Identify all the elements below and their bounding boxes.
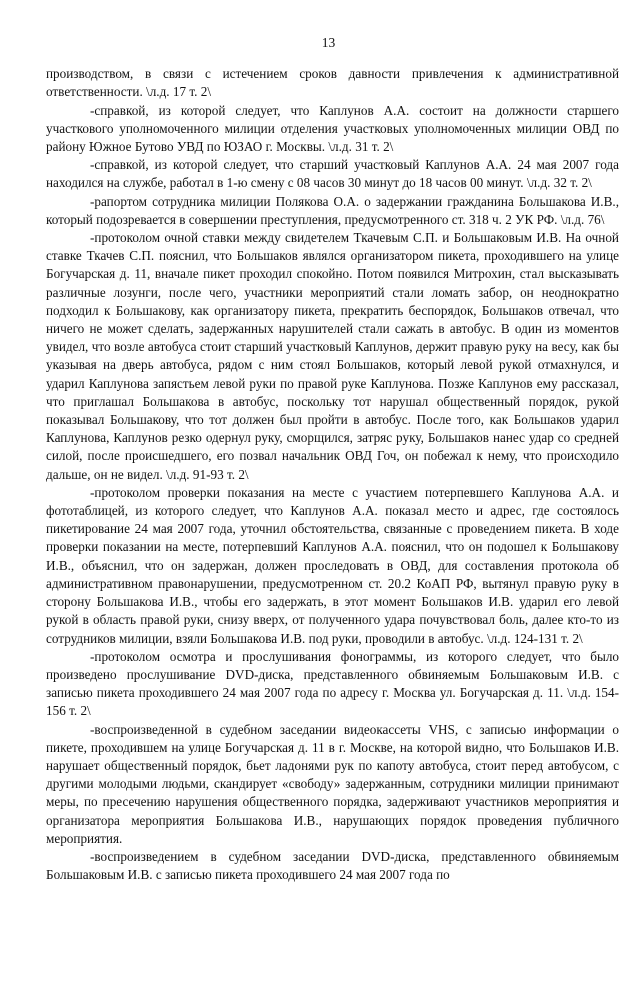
paragraph: -справкой, из которой следует, что старший участковый Каплунов А.А. 24 мая 2007 года находился на службе, работал в 1-ю смену с 08 часов 30 минут до 18 часов 00 минут. \л.д. 32 т. 2\ <box>46 157 619 191</box>
paragraph: -протоколом очной ставки между свидетелем Ткачевым С.П. и Большаковым И.В. На очной ставке Ткачев С.П. пояснил, что Большаков являлся организатором пикета, проходившего на улице Богучарская д. 11, вначале пикет проходил спокойно. Потом появился Митрохин, стал высказывать различные лозунги, после чего, участники мероприятий стали ломать забор, он неоднократно подходил к Большакову, как организатору пикета, прекратить беспорядок, Большаков отвечал, что ничего не может сделать, задержанных нарушителей стали сажать в автобус. В один из моментов увидел, что возле автобуса стоит старший участковый Каплунов, держит правую руку на весу, как бы указывая на дверь автобуса, рядом с ним стоял Большаков, который левой рукой отмахнулся, и ударил Каплунова запястьем левой руки по правой руке Каплунова. Позже Каплунов ему рассказал, что приглашал Большакова в автобус, поскольку тот нарушал общественный порядок, рукой показывал Большакову, что тот должен был пройти в автобус. После того, как Большаков ударил Каплунова, Каплунов резко одернул руку, сморщился, затряс руку, Большаков нанес удар со средней силой, после происшедшего, его позвал начальник ОВД Гоч, он побежал к нему, что происходило дальше, он не видел. \л.д. 91-93 т. 2\ <box>46 230 619 482</box>
paragraph: -воспроизведением в судебном заседании DVD-диска, представленного обвиняемым Большаковым И.В. с записью пикета проходившего 24 мая 2007 года по <box>46 848 619 883</box>
page-number: 13 <box>321 35 336 50</box>
paragraph: -справкой, из которой следует, что Каплунов А.А. состоит на должности старшего участкового уполномоченного милиции отделения участковых уполномоченных милиции ОВД по району Южное Бутово УВД по ЮЗАО г. Москвы. \л.д. 31 т. 2\ <box>46 102 619 155</box>
paragraph: -протоколом проверки показания на месте с участием потерпевшего Каплунова А.А. и фототаблицей, из которого следует, что Каплунов А.А. показал место и адрес, где состоялось пикетирование 24 мая 2007 года, уточнил обстоятельства, связанные с проведением пикета. В ходе проверки показании на месте, потерпевший Каплунов А.А. пояснил, что он подошел к Большакову И.В., объяснил, что он задержан, должен проследовать в ОВД, для составления протокола об административном правонарушении, предусмотренном ст. 20.2 КоАП РФ, вытянул правую руку в сторону Большакова И.В., чтобы его задержать, в этот момент Большаков И.В. ударил его левой рукой в область правой руки, снизу вверх, от полученного удара почувствовал боль, далее кто-то из сотрудников милиции, взяли Большакова И.В. под руки, проводили в автобус. \л.д. 124-131 т. 2\ <box>46 484 619 646</box>
paragraph: -рапортом сотрудника милиции Полякова О.А. о задержании гражданина Большакова И.В., который подозревается в совершении преступления, предусмотренного ст. 318 ч. 2 УК РФ. \л.д. 76\ <box>46 193 619 227</box>
paragraph: производством, в связи с истечением сроков давности привлечения к административной ответственности. \л.д. 17 т. 2\ <box>46 66 619 100</box>
paragraph: -протоколом осмотра и прослушивания фонограммы, из которого следует, что было произведено прослушивание DVD-диска, представленного обвиняемым Большаковым И.В. с записью пикета проходившего 24 мая 2007 года по адресу г. Москва ул. Богучарская д. 11. \л.д. 154-156 т. 2\ <box>46 648 619 719</box>
paragraph: -воспроизведенной в судебном заседании видеокассеты VHS, с записью информации о пикете, проходившем на улице Богучарская д. 11 в г. Москве, на которой видно, что Большаков И.В. нарушает общественный порядок, бьет ладонями рук по капоту автобуса, стоит перед автобусом, с другими молодыми людьми, скандирует «свободу» задержанным, сотрудники милиции принимают меры, по пресечению нарушения общественного порядка, задерживают участников мероприятия и организатора мероприятия Большакова И.В., нарушающих порядок проведения публичного мероприятия. <box>46 721 619 846</box>
